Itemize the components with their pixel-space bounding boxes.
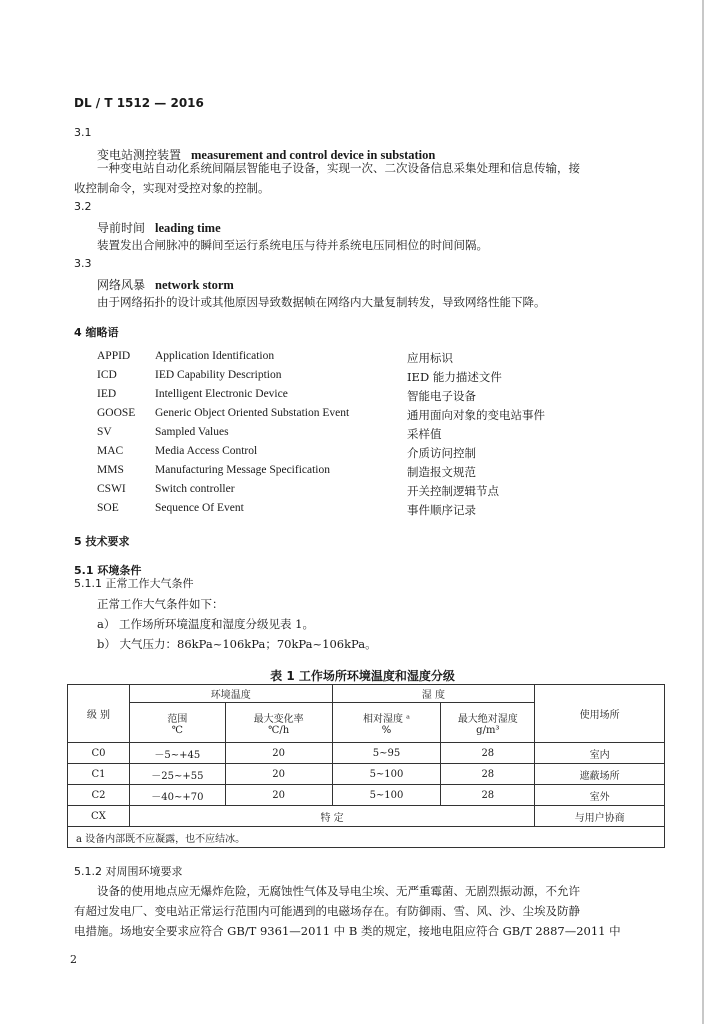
term-zh: 网络风暴 — [97, 278, 146, 292]
section-5-1-1-intro: 正常工作大气条件如下： — [97, 597, 224, 611]
clause-3-3-term — [97, 276, 234, 293]
header-rate-unit: ℃/h — [268, 724, 290, 736]
table-row — [68, 743, 665, 764]
header-rate — [225, 703, 332, 743]
section-5-heading: 5 技术要求 — [74, 535, 130, 548]
abbreviation-row — [97, 464, 617, 483]
cell-rel: 5~100 — [332, 785, 441, 806]
abbr-english: Application Identification — [155, 350, 275, 362]
cell-range: －25~+55 — [129, 764, 225, 785]
section-5-1-1-heading: 5.1.1 正常工作大气条件 — [74, 577, 194, 590]
abbr: ICD — [97, 369, 117, 381]
page-number: 2 — [70, 953, 77, 966]
clause-3-2-number: 3.2 — [74, 200, 92, 213]
abbr: GOOSE — [97, 407, 136, 419]
table-caption: 表 1 工作场所环境温度和湿度分级 — [270, 669, 455, 683]
abbr: MAC — [97, 445, 124, 457]
cell-place: 室外 — [535, 785, 665, 806]
abbr-english: Sampled Values — [155, 426, 229, 438]
abbr-english: Manufacturing Message Specification — [155, 464, 330, 476]
clause-3-2-term — [97, 219, 221, 236]
abbr-chinese: 制造报文规范 — [407, 465, 476, 479]
header-absolute-humidity — [441, 703, 535, 743]
abbr-chinese: 应用标识 — [407, 351, 453, 365]
cell-level: C1 — [68, 764, 130, 785]
cell-level: C0 — [68, 743, 130, 764]
cell-abs: 28 — [441, 764, 535, 785]
clause-3-1-number: 3.1 — [74, 126, 92, 139]
section-5-1-2-line2: 有超过发电厂、变电站正常运行范围内可能遇到的电磁场存在。有防御雨、雪、风、沙、尘埃及防静 — [74, 904, 580, 918]
abbr-chinese: 采样值 — [407, 427, 442, 441]
cell-abs: 28 — [441, 743, 535, 764]
clause-3-2-definition: 装置发出合闸脉冲的瞬间至运行系统电压与待并系统电压同相位的时间间隔。 — [97, 238, 488, 252]
term-en: measurement and control device in substation — [191, 148, 436, 162]
abbreviation-row — [97, 502, 617, 521]
table-row-cx — [68, 806, 665, 827]
section-5-1-2-line3: 电措施。场地安全要求应符合 GB/T 9361—2011 中 B 类的规定，接地电阻应符合 GB/T 2887—2011 中 — [74, 924, 621, 938]
section-5-1-2-heading: 5.1.2 对周围环境要求 — [74, 865, 183, 878]
clause-3-3-definition: 由于网络拓扑的设计或其他原因导致数据帧在网络内大量复制转发，导致网络性能下降。 — [97, 295, 546, 309]
abbr-chinese: 介质访问控制 — [407, 446, 476, 460]
abbreviation-row — [97, 350, 617, 369]
environment-table — [67, 684, 665, 848]
abbr: SV — [97, 426, 112, 438]
table-row — [68, 764, 665, 785]
cell-place: 室内 — [535, 743, 665, 764]
abbreviation-row — [97, 369, 617, 388]
list-item-b: b） 大气压力：86kPa~106kPa；70kPa~106kPa。 — [97, 637, 377, 651]
abbreviation-row — [97, 388, 617, 407]
header-rate-label: 最大变化率 — [253, 713, 304, 725]
abbr-chinese: 开关控制逻辑节点 — [407, 484, 499, 498]
header-range — [129, 703, 225, 743]
header-range-label: 范围 — [167, 713, 188, 725]
cell-level: C2 — [68, 785, 130, 806]
abbreviation-row — [97, 483, 617, 502]
abbr-english: Switch controller — [155, 483, 235, 495]
abbr: CSWI — [97, 483, 126, 495]
header-rel-unit: % — [381, 724, 392, 736]
abbreviation-list — [97, 350, 617, 521]
cell-rate: 20 — [225, 743, 332, 764]
header-rel-label: 相对湿度 ᵃ — [362, 713, 410, 725]
cell-range: －40~+70 — [129, 785, 225, 806]
cell-rel: 5~95 — [332, 743, 441, 764]
list-item-a: a） 工作场所环境温度和湿度分级见表 1。 — [97, 617, 314, 631]
standard-code-header: DL / T 1512 — 2016 — [74, 96, 204, 110]
abbreviation-row — [97, 445, 617, 464]
header-place: 使用场所 — [535, 685, 665, 743]
term-zh: 导前时间 — [97, 221, 146, 235]
header-abs-label: 最大绝对湿度 — [457, 713, 518, 725]
section-5-1-heading: 5.1 环境条件 — [74, 564, 142, 577]
abbr: MMS — [97, 464, 124, 476]
clause-3-3-number: 3.3 — [74, 257, 92, 270]
table-row — [68, 785, 665, 806]
section-5-1-2-line1: 设备的使用地点应无爆炸危险，无腐蚀性气体及导电尘埃、无严重霉菌、无剧烈振动源，不允许 — [97, 884, 580, 898]
abbr: SOE — [97, 502, 119, 514]
term-zh: 变电站测控装置 — [97, 148, 182, 162]
term-en: leading time — [155, 221, 221, 235]
scan-edge-line — [702, 0, 704, 1024]
abbr-english: Media Access Control — [155, 445, 258, 457]
abbr-chinese: IED 能力描述文件 — [407, 370, 502, 384]
abbr-english: IED Capability Description — [155, 369, 282, 381]
header-humidity: 湿 度 — [332, 685, 535, 703]
cell-level: CX — [68, 806, 130, 827]
abbr: IED — [97, 388, 117, 400]
clause-3-1-definition-line1: 一种变电站自动化系统间隔层智能电子设备，实现一次、二次设备信息采集处理和信息传输，接 — [97, 161, 580, 175]
abbr-chinese: 事件顺序记录 — [407, 503, 476, 517]
table-footnote: a 设备内部既不应凝露，也不应结冰。 — [68, 827, 665, 848]
section-4-heading: 4 缩略语 — [74, 326, 119, 339]
header-range-unit: ℃ — [171, 724, 183, 736]
abbr-english: Intelligent Electronic Device — [155, 388, 288, 400]
cell-abs: 28 — [441, 785, 535, 806]
abbr: APPID — [97, 350, 131, 362]
cell-place: 与用户协商 — [535, 806, 665, 827]
cell-rel: 5~100 — [332, 764, 441, 785]
term-en: network storm — [155, 278, 234, 292]
abbr-chinese: 智能电子设备 — [407, 389, 476, 403]
abbr-english: Sequence Of Event — [155, 502, 244, 514]
cell-rate: 20 — [225, 764, 332, 785]
abbr-chinese: 通用面向对象的变电站事件 — [407, 408, 545, 422]
abbr-english: Generic Object Oriented Substation Event — [155, 407, 350, 419]
cell-rate: 20 — [225, 785, 332, 806]
cell-range: －5~+45 — [129, 743, 225, 764]
header-relative-humidity — [332, 703, 441, 743]
clause-3-1-definition-line2: 收控制命令，实现对受控对象的控制。 — [74, 181, 270, 195]
header-level: 级 别 — [68, 685, 130, 743]
abbreviation-row — [97, 407, 617, 426]
header-abs-unit: g/m³ — [476, 724, 500, 736]
cell-place: 遮蔽场所 — [535, 764, 665, 785]
abbreviation-row — [97, 426, 617, 445]
header-temperature: 环境温度 — [129, 685, 332, 703]
cell-specific: 特 定 — [129, 806, 534, 827]
